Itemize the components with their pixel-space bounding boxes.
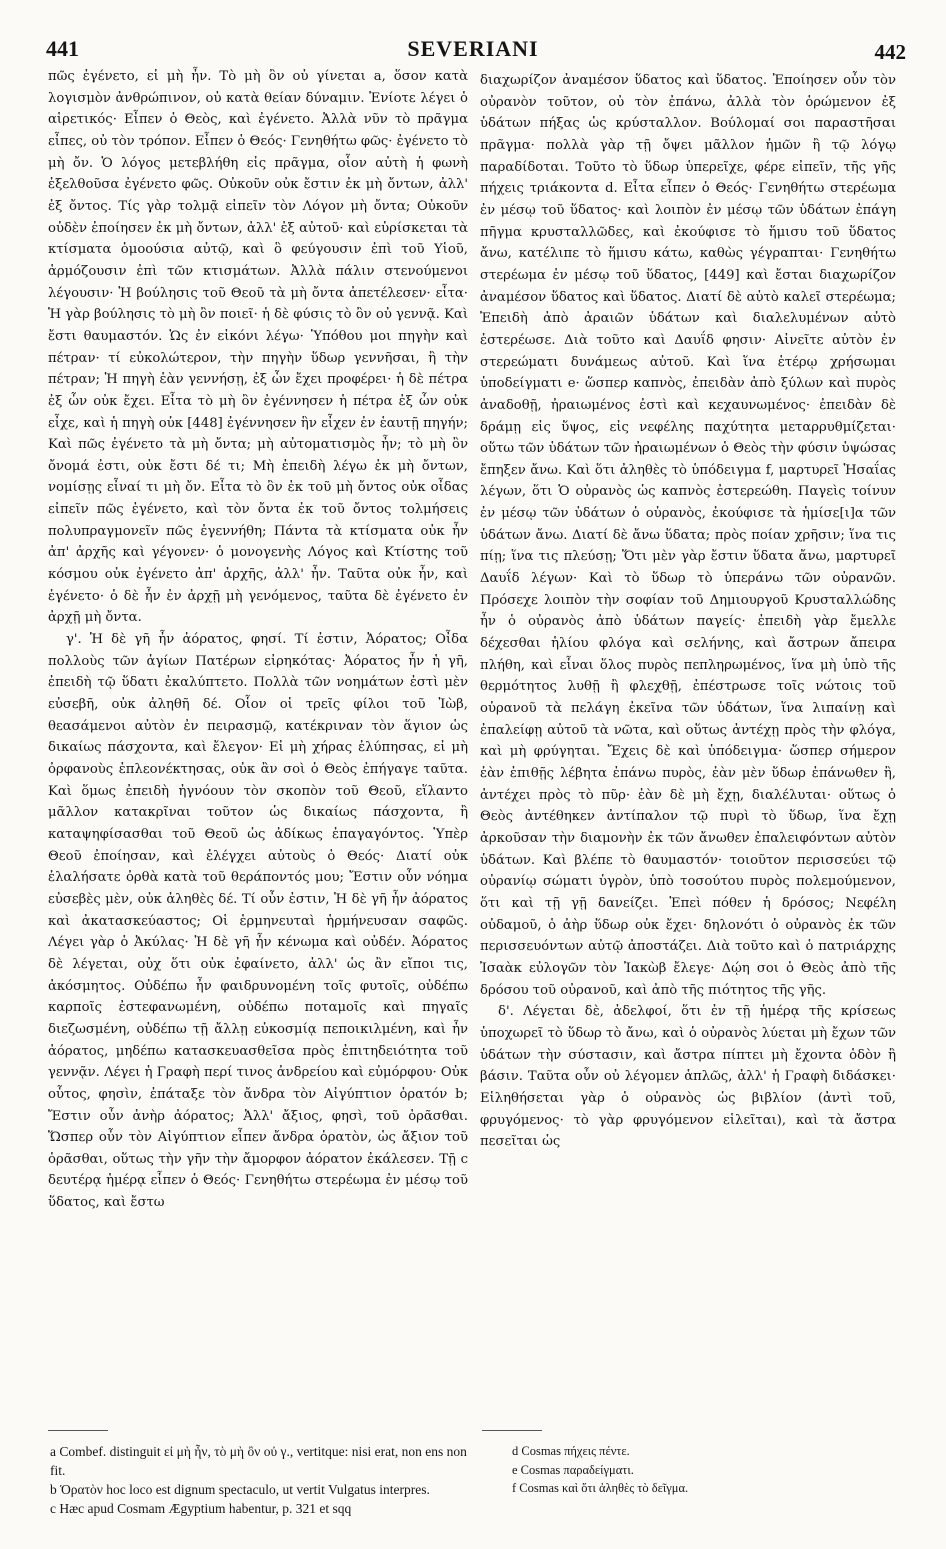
footnote-c: c Hæc apud Cosmam Ægyptium habentur, p. 321 et sqq bbox=[50, 1501, 352, 1516]
right-page-number: 442 bbox=[874, 40, 906, 64]
left-paragraph-1: πῶς ἐγένετο, εἰ μὴ ἦν. Τὸ μὴ ὂν οὐ γίνεται a, ὅσον κατὰ λογισμὸν ἀνθρώπινον, οὐ κατὰ θείαν δύναμιν. Ἐνίοτε λέγει ὁ αἱρετικός· Εἶπεν ὁ Θεὸς, καὶ ἐγένετο. Ἀλλὰ νῦν τὸ πρᾶγμα εἶπες, οὐ τὸν τρόπον. Εἶπεν ὁ Θεός· Γενηθήτω φῶς· ἐγένετο τὸ μὴ ὄν. Ὁ λόγος μετεβλήθη εἰς πρᾶγμα, οἷον αὐτὴ ἡ φωνὴ ἐξελθοῦσα ἐγένετο φῶς. Οὐκοῦν οὐκ ἔστιν ἐκ μὴ ὄντων, ἀλλ' ἐξ ὄντος. Τίς γὰρ τολμᾷ εἰπεῖν τὸν Λόγον μὴ ὄντα; Οὐκοῦν οὐδὲν ἐποίησεν ἐκ μὴ ὄντων, ἀλλ' ἐξ αὐτοῦ· καὶ εὑρίσκεται τὰ κτίσματα ὁμοούσια αὐτῷ, καὶ ὃ φεύγουσιν ἐπὶ τοῦ Υἱοῦ, ἁρμόζουσιν ἐπὶ τῶν κτισμάτων. Ἀλλὰ πάλιν στενούμενοι λέγουσιν· Ἡ βούλησις τοῦ Θεοῦ τὰ μὴ ὄντα ἀπετέλεσεν· εἶτα· Ἡ γὰρ βούλησις τὸ μὴ ὂν ποιεῖ· ἡ δὲ φύσις τὸ ὂν οὐ γεννᾷ. Καὶ ἔστι θαυμαστόν. Ὡς ἐν εἰκόνι λέγω· Ὑπόθου μοι πηγὴν καὶ πέτραν· τί εὐκολώτερον, τὴν πηγὴν ὕδωρ γεννῆσαι, ἢ τὴν πέτραν; Ἡ πηγὴ ἐὰν γεννήσῃ, ἐξ ὧν ἔχει προφέρει· ἡ δὲ πέτρα ἐξ ὧν οὐκ ἔχει. Εἶτα τὸ μὴ ὂν ἐγέννησεν ἡ πέτρα ἐξ ὧν οὐκ εἶχε, καὶ ἡ πηγὴ οὐκ [448] ἐγέννησεν ἣν εἶχεν ἐν ἑαυτῇ πηγήν; Καὶ πῶς ἐγένετο τὰ μὴ ὄντα; μὴ αὐτοματισμὸς ἦν; τὸ μὴ ὂν ὄνομά ἐστι, οὐκ ἔστι δέ τι; Μὴ ἐπειδὴ λέγω ἐκ μὴ ὄντων, νομίσῃς εἶναί τι μὴ ὄν. Εἶτα τὸ ὂν ἐκ τοῦ μὴ ὄντος οὐκ οἶδας εἰπεῖν πῶς ἐγένετο, καὶ τὸν ὄντα ἐκ τοῦ ὄντος τολμήσεις πολυπραγμονεῖν πῶς ἐγεννήθη; Πάντα τὰ κτίσματα οὐκ ἦν ἀπ' ἀρχῆς καὶ γέγονεν· ὁ μονογενὴς Λόγος καὶ Κτίστης τοῦ κόσμου οὐκ ἐγένετο ἀπ' ἀρχῆς, ἀλλ' ἦν. Ταῦτα οὐκ ἦν, καὶ ἐγένετο· ὁ δὲ ἦν ἐν ἀρχῇ μὴ γενόμενος, ταῦτα δὲ ἐγένετο ἐν ἀρχῇ μὴ ὄντα. bbox=[48, 69, 468, 626]
running-title: SEVERIANI bbox=[407, 36, 539, 61]
right-paragraph-2: δ'. Λέγεται δὲ, ἀδελφοί, ὅτι ἐν τῇ ἡμέρᾳ τῆς κρίσεως ὑποχωρεῖ τὸ ὕδωρ τὸ ἄνω, καὶ ὁ οὐρανὸς λύεται μὴ ἔχων τῶν ὑδάτων τὴν σύστασιν, καὶ ἄστρα πίπτει μὴ ἔχοντα ὁδὸν ἢ βάσιν. Ταῦτα οὖν οὐ λέγομεν ἁπλῶς, ἀλλ' ἡ Γραφὴ διδάσκει· Εἱληθήσεται γὰρ ὁ οὐρανὸς ὡς βιβλίον (ἀντὶ τοῦ, φρυγόμενος· τὸ γὰρ φρυγόμενον εἱλεῖται), καὶ τὰ ἄστρα πεσεῖται ὡς bbox=[480, 1004, 896, 1150]
left-text-column bbox=[48, 66, 468, 1214]
footnotes-left bbox=[50, 1442, 468, 1518]
right-text-column bbox=[480, 70, 896, 1153]
footnote-divider-left bbox=[48, 1430, 108, 1431]
footnote-e: e Cosmas παραδείγματι. bbox=[512, 1462, 634, 1477]
footnote-d: d Cosmas πήχεις πέντε. bbox=[512, 1444, 630, 1458]
footnote-a: a Combef. distinguit εἰ μὴ ἦν, τὸ μὴ ὂν οὐ γ., vertitque: nisi erat, non ens non fit. bbox=[50, 1444, 467, 1478]
footnote-divider-right bbox=[482, 1430, 542, 1431]
left-paragraph-2: γ'. Ἡ δὲ γῆ ἦν ἀόρατος, φησί. Τί ἐστιν, Ἀόρατος; Οἶδα πολλοὺς τῶν ἁγίων Πατέρων εἰρηκότας· Ἀόρατος ἦν ἡ γῆ, ἐπειδὴ τῷ ὕδατι ἐκαλύπτετο. Πολλὰ τῶν νοημάτων ἐστὶ μὲν εὐσεβῆ, οὐκ ἀληθῆ δέ. Οἷον οἱ τρεῖς φίλοι τοῦ Ἰὼβ, θεασάμενοι αὐτὸν ἐν πειρασμῷ, κατέκριναν τὸν ἅγιον ὡς δικαίως πάσχοντα, καὶ ἔλεγον· Εἰ μὴ χήρας ἐλύπησας, εἰ μὴ ὀρφανοὺς ἐπλεονέκτησας, οὐκ ἂν σοὶ ὁ Θεὸς ἐπήγαγε ταῦτα. Καὶ ὅμως ἐπειδὴ ἠγνόουν τὸν σκοπὸν τοῦ Θεοῦ, εἵλαντο μᾶλλον κατακρῖναι τοῦτον ὡς δικαίως πάσχοντα, ἢ καταψηφίσασθαι τοῦ Θεοῦ ὡς ἀδίκως ἐπαγαγόντος. Ὑπὲρ Θεοῦ ἐποίησαν, καὶ ἐλέγχει αὐτοὺς ὁ Θεός· Διατί οὐκ ἐλαλήσατε ὀρθὰ κατὰ τοῦ θεράποντός μου; Ἔστιν οὖν νόημα εὐσεβὲς μὲν, οὐκ ἀληθὲς δέ. Τί οὖν ἐστιν, Ἡ δὲ γῆ ἦν ἀόρατος καὶ ἀκατασκεύαστος; Οἱ ἑρμηνευταὶ ἡρμήνευσαν σαφῶς. Λέγει γὰρ ὁ Ἀκύλας· Ἡ δὲ γῆ ἦν κένωμα καὶ οὐδέν. Ἀόρατος δὲ λέγεται, οὐχ ὅτι οὐκ ἐφαίνετο, ἀλλ' ὡς ἂν εἴποι τις, ἀκόσμητος. Οὐδέπω ἦν φαιδρυνομένη τοῖς φυτοῖς, οὐδέπω καρποῖς ἐστεφανωμένη, οὐδέπω ποταμοῖς καὶ πηγαῖς διεζωσμένη, οὐδέπω τῇ ἄλλῃ εὐκοσμίᾳ πεποικιλμένη, καὶ ἦν ἀόρατος, μηδέπω κατασκευασθεῖσα πρὸς ἐπιτηδειότητα τοῦ γεννᾷν. Λέγει ἡ Γραφὴ περί τινος ἀνδρείου καὶ εὐμόρφου· Οὐκ οὗτος, φησὶν, ἐπάταξε τὸν ἄνδρα τὸν Αἰγύπτιον ὁρατόν b; Ἔστιν οὖν ἀνὴρ ἀόρατος; Ἀλλ' ἄξιος, φησὶ, τοῦ ὁρᾶσθαι. Ὥσπερ οὖν τὸν Αἰγύπτιον εἶπεν ἄνδρα ὁρατὸν, ὡς ἄξιον τοῦ ὁρᾶσθαι, οὕτως τὴν γῆν τὴν ἄμορφον ἀόρατον ἐκάλεσεν. Τῇ c δευτέρᾳ ἡμέρᾳ εἶπεν ὁ Θεός· Γενηθήτω στερέωμα ἐν μέσῳ τοῦ ὕδατος, καὶ ἔστω bbox=[48, 632, 468, 1211]
right-paragraph-1: διαχωρίζον ἀναμέσον ὕδατος καὶ ὕδατος. Ἐποίησεν οὖν τὸν οὐρανὸν τοῦτον, οὐ τὸν ἐπάνω, ἀλλὰ τὸν ὁρώμενον ἐξ ὑδάτων πήξας ὡς κρύσταλλον. Βούλομαί σοι παραστῆσαι πρᾶγμα· πολλὰ γὰρ τῇ ὄψει μᾶλλον ἡμῶν ἢ τῷ λόγῳ παραδίδοται. Τοῦτο τὸ ὕδωρ ὑπερεῖχε, φέρε εἰπεῖν, τῆς γῆς πήχεις τριάκοντα d. Εἶτα εἶπεν ὁ Θεός· Γενηθήτω στερέωμα ἐν μέσῳ τοῦ ὕδατος· καὶ λοιπὸν ἐν μέσῳ τῶν ὑδάτων ἐπάγη πῆγμα κρυσταλλῶδες, καὶ ἐκούφισε τὸ ἥμισυ τοῦ ὕδατος ἄνω, κατέλιπε τὸ ἥμισυ κάτω, καθὼς γέγραπται· Γενηθήτω στερέωμα ἐν μέσῳ τοῦ ὕδατος, [449] καὶ ἔσται διαχωρίζον ἀναμέσον ὕδατος καὶ ὕδατος. Διατί δὲ αὐτὸ καλεῖ στερέωμα; Ἐπειδὴ ἀπὸ ἀραιῶν ὑδάτων καὶ διαλελυμένων αὐτὸ ἐστερέωσε. Διὰ τοῦτο καὶ Δαυΐδ φησιν· Αἰνεῖτε αὐτὸν ἐν στερεώματι δυνάμεως αὐτοῦ. Καὶ ἵνα ἑτέρῳ χρήσωμαι ὑποδείγματι e· ὥσπερ καπνὸς, ἐπειδὰν ἀπὸ ξύλων καὶ πυρὸς ἀναδοθῇ, ἠραιωμένος ἐστὶ καὶ κεχαυνωμένος· ἐπειδὰν δὲ δράμῃ εἰς ὕψος, εἰς νεφέλης παχύτητα μεταρρυθμίζεται· οὕτω τῶν ὑδάτων τῶν ἠραιωμένων ὁ Θεὸς τὴν φύσιν ὑψώσας ἔπηξεν ἄνω. Καὶ ὅτι ἀληθὲς τὸ ὑπόδειγμα f, μαρτυρεῖ Ἡσαΐας λέγων, ὅτι Ὁ οὐρανὸς ὡς καπνὸς ἐστερεώθη. Παγεὶς τοίνυν ἐν μέσῳ τῶν ὑδάτων ὁ οὐρανὸς, ἐκούφισε τὰ ἡμίσε[ι]α τῶν ὑδάτων ἄνω. Διατί δὲ ἄνω ὕδατα; πρὸς ποίαν χρῆσιν; ἵνα τις πίῃ; ἵνα τις πλεύσῃ; Ὅτι μὲν γὰρ ἔστιν ὕδατα ἄνω, μαρτυρεῖ Δαυΐδ λέγων· Καὶ τὸ ὕδωρ τὸ ὑπεράνω τῶν οὐρανῶν. Πρόσεχε λοιπὸν τὴν σοφίαν τοῦ Δημιουργοῦ Κρυσταλλώδης ἦν ὁ οὐρανὸς ἀπὸ ὑδάτων παγείς· ἐπειδὴ γὰρ ἔμελλε δέχεσθαι ἡλίου φλόγα καὶ σελήνης, καὶ ἄστρων ἄπειρα πλήθη, καὶ εἶναι ὅλος πυρὸς πεπληρωμένος, ἵνα μὴ ὑπὸ τῆς θερμότητος λυθῇ ἢ φλεχθῇ, ἐπέστρωσε τοῖς νώτοις τοῦ οὐρανοῦ τὰ πελάγη ἐκεῖνα τῶν ὑδάτων, ἵνα λιπαίνῃ καὶ ἐπαλείφῃ αὐτοῦ τὰ νῶτα, καὶ οὕτως ἀντέχῃ πρὸς τὴν φλόγα, καὶ μὴ φρύγηται. Ἔχεις δὲ καὶ ὑπόδειγμα· ὥσπερ σήμερον ἐὰν ἐπιθῇς λέβητα ἐπάνω πυρὸς, ἐὰν μὲν ὕδωρ ἐπάνωθεν ἢ, ἀντέχει πρὸς τὸ πῦρ· ἐὰν δὲ μὴ ἔχῃ, διαλέλυται· οὕτως ὁ Θεὸς ἀντέθηκεν ἀντίπαλον τῷ πυρὶ τὸ ὕδωρ, ἵνα ἔχῃ ἀρκοῦσαν τὴν διαμονὴν ἐκ τῶν ἄνωθεν ἐπαλειφόντων αὐτὸν ὑδάτων. Καὶ βλέπε τὸ θαυμαστόν· τοιοῦτον περισσεύει τῷ οὐρανίῳ σώματι ὑγρὸν, ὑπὸ τοσούτου πυρὸς πολεμούμενον, ὅτι καὶ τῇ γῇ δανείζει. Ἐπεὶ πόθεν ἡ δρόσος; Νεφέλη οὐδαμοῦ, ὁ ἀὴρ ὕδωρ οὐκ ἔχει· δηλονότι ὁ οὐρανὸς ἐκ τῶν περισσευόντων αὐτῷ ἀποστάζει. Διὰ τοῦτο καὶ ὁ πατριάρχης Ἰσαὰκ εὐλογῶν τὸν Ἰακὼβ ἔλεγε· Δῴη σοι ὁ Θεὸς ἀπὸ τῆς δρόσου τοῦ οὐρανοῦ, καὶ ἀπὸ τῆς πιότητος τῆς γῆς. bbox=[480, 73, 896, 998]
footnote-b: b Ὁρατὸν hoc loco est dignum spectaculo, ut vertit Vulgatus interpres. bbox=[50, 1482, 430, 1497]
footnote-f: f Cosmas καὶ ὅτι ἀληθὲς τὸ δεῖγμα. bbox=[512, 1481, 689, 1495]
footnotes-right bbox=[512, 1442, 892, 1498]
left-page-number: 441 bbox=[46, 36, 79, 61]
